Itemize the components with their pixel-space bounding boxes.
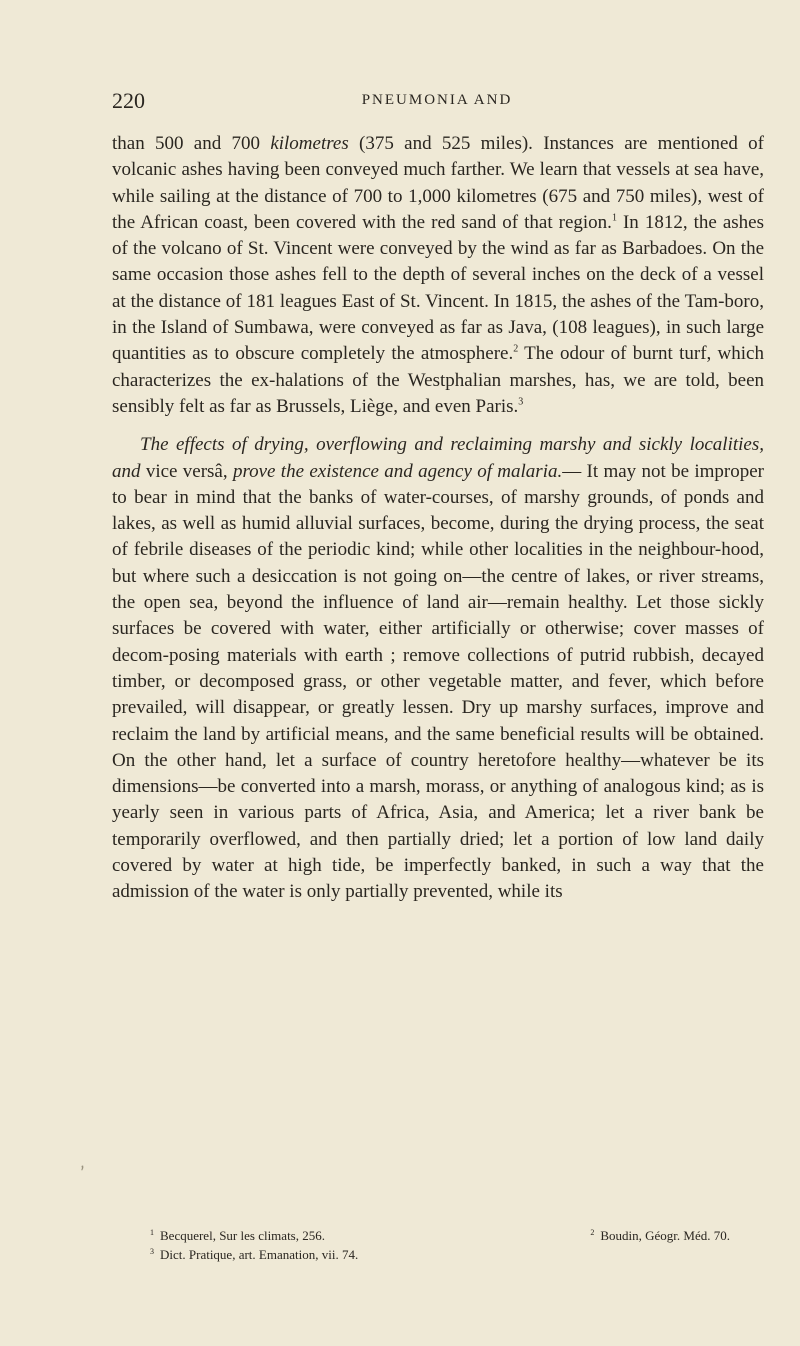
text-run: than 500 and 700	[112, 133, 271, 154]
paragraph-continued	[112, 131, 764, 420]
footnote-ref-3: 3	[518, 396, 524, 408]
page-number: 220	[112, 88, 145, 113]
footnotes	[150, 1226, 730, 1264]
margin-smudge-icon: ,	[74, 1151, 88, 1174]
section-heading-italic: prove the existence and agency of malaria.	[232, 460, 563, 482]
footnote-3: $^3$ Dict. Pratique, art. Emanation, vii. 74.	[150, 1246, 359, 1262]
running-head: PNEUMONIA AND	[361, 92, 513, 108]
paragraph-body: — It may not be improper to bear in mind that the banks of water-courses, of marshy grounds, of ponds and lakes, as well as humid alluvial surfaces, become, during the drying process, the seat of febrile diseases of the periodic kind; while other localities in the neighbour-hood, but where such a desiccation is not going on—the centre of lakes, or river streams, the open sea, beyond the influence of land air—remain healthy. Let those sickly surfaces be covered with water, either artificially or otherwise; cover masses of decom-posing materials with earth ; remove collections of putrid rubbish, decayed timber, or decomposed grass, or other vegetable matter, and fever, which before prevailed, will disappear, or greatly lessen. Dry up marshy surfaces, improve and reclaim the land by artificial means, and the same beneficial results will be obtained. On the other hand, let a surface of country heretofore healthy—whatever be its dimensions—be converted into a marsh, morass, or anything of analogous kind; as is yearly seen in various parts of Africa, Asia, and America; let a river bank be temporarily overflowed, and then partially dried; let a portion of low land daily covered by water at high tide, be imperfectly banked, in such a way that the admission of the water is only partially prevented, while its	[112, 460, 764, 903]
footnote-1: $^1$ Becquerel, Sur les climats, 256.	[150, 1227, 325, 1243]
text-run: The odour of burnt turf, which characterizes the ex-halations of the Westphalian marshes, has, we are told, been sensibly felt as far as Brussels, Liège, and even Paris.	[112, 343, 764, 417]
footnote-row	[150, 1226, 730, 1245]
section-heading-italic: The effects of drying, overflowing and reclaiming marshy and sickly localities, and	[112, 434, 764, 482]
text-run: (375 and 525 miles). Instances are mentioned of volcanic ashes having been conveyed much farther. We learn that vessels at sea have, while sailing at the distance of 700 to 1,000 kilometres (675 and 750 miles), west of the African coast, been covered with the red sand of that region.	[112, 133, 764, 233]
footnote-row	[150, 1245, 730, 1264]
body-text	[112, 131, 764, 906]
footnote-ref-1: 1	[611, 212, 617, 224]
footnote-ref-2: 2	[513, 344, 519, 356]
italic-run: kilometres	[270, 133, 349, 154]
text-run: vice versâ,	[140, 460, 233, 482]
text-run: In 1812, the ashes of the volcano of St. Vincent were conveyed by the wind as far as Barbadoes. On the same occasion those ashes fell to the depth of several inches on the deck of a vessel at the distance of 181 leagues East of St. Vincent. In 1815, the ashes of the Tam-boro, in the Island of Sumbawa, were conveyed as far as Java, (108 leagues), in such large quantities as to obscure completely the atmosphere.	[112, 211, 764, 365]
footnote-2: $^2$ Boudin, Géogr. Méd. 70.	[590, 1227, 730, 1243]
page-header	[112, 88, 762, 118]
paragraph-malaria	[112, 432, 764, 905]
